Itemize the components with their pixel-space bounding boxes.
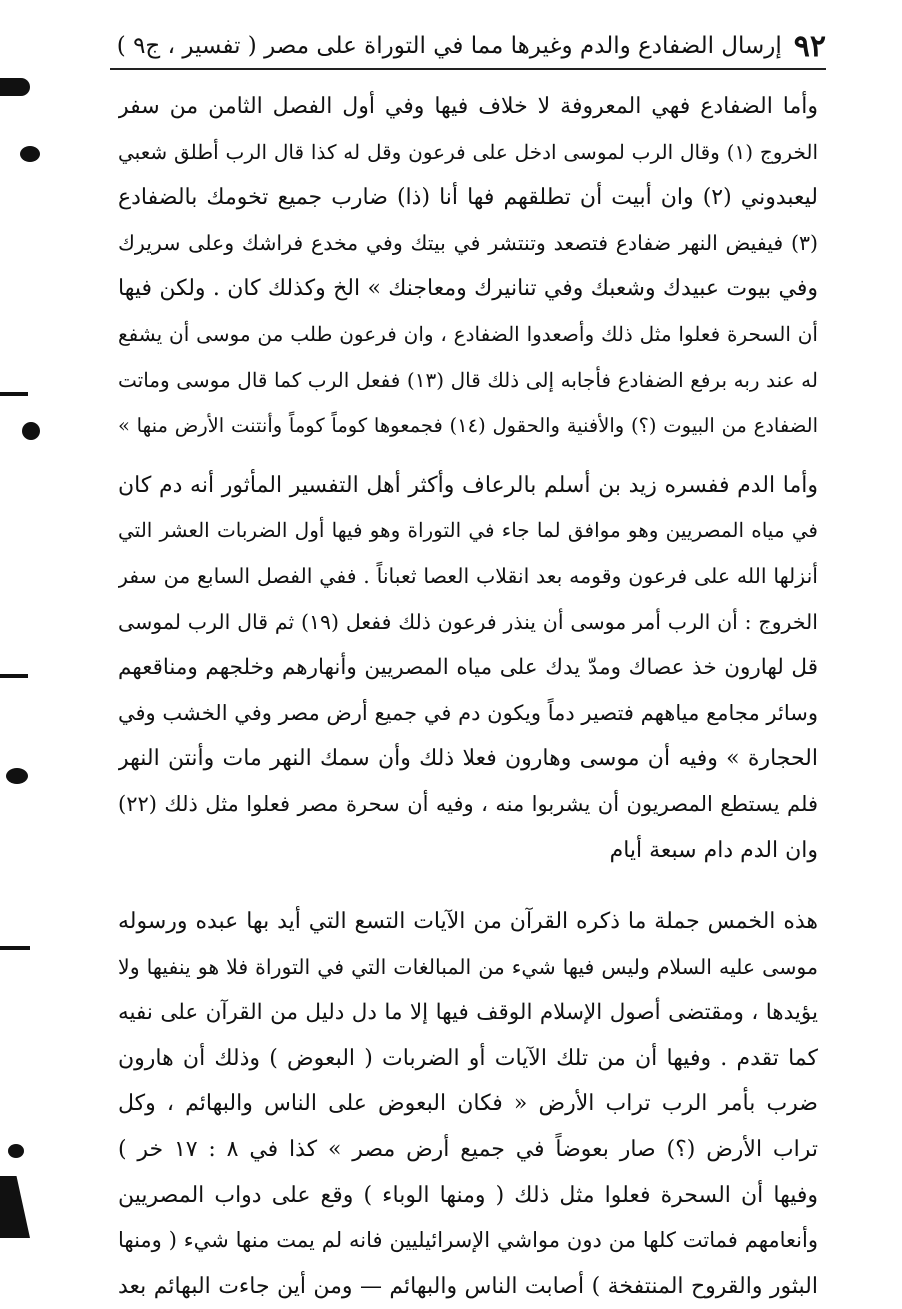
text-line: قل لهارون خذ عصاك ومدّ يدك على مياه المصريين وأنهارهم وخلجهم ومناقعهم: [118, 655, 818, 681]
text-line: وفي بيوت عبيدك وشعبك وفي تنانيرك ومعاجنك » الخ وكذلك كان . ولكن فيها: [118, 276, 818, 302]
paragraph-gap: [118, 449, 818, 463]
body-text: [118, 84, 818, 1309]
scan-mark: [0, 1176, 30, 1238]
text-line: تراب الأرض (؟) صار بعوضاً في جميع أرض مصر » كذا في ٨ : ١٧ خر ): [118, 1137, 818, 1163]
running-header: [110, 26, 826, 66]
scan-mark: [0, 946, 30, 950]
text-line: أنزلها الله على فرعون وقومه بعد انقلاب العصا ثعباناً . ففي الفصل السابع من سفر: [118, 563, 818, 588]
scan-mark: [20, 146, 40, 162]
header-rule: [110, 68, 826, 70]
text-line: الحجارة » وفيه أن موسى وهارون فعلا ذلك وأن سمك النهر مات وأنتن النهر: [118, 746, 818, 772]
text-line: البثور والقروح المنتفخة ) أصابت الناس والبهائم — ومن أين جاءت البهائم بعد: [118, 1273, 818, 1299]
text-line: وان الدم دام سبعة أيام: [609, 837, 818, 863]
text-line: وسائر مجامع مياههم فتصير دماً ويكون دم في جميع أرض مصر وفي الخشب وفي: [118, 700, 818, 725]
text-line: موسى عليه السلام وليس فيها شيء من المبالغات التي في التوراة فلا هو ينفيها ولا: [118, 954, 818, 979]
text-line: وأنعامهم فماتت كلها من دون مواشي الإسرائيليين فانه لم يمت منها شيء ( ومنها: [118, 1228, 818, 1253]
running-title: إرسال الضفادع والدم وغيرها مما في التوراة على مصر ( تفسير ، ج٩ ): [116, 33, 782, 59]
scan-mark: [0, 392, 28, 396]
text-line: ليعبدوني (٢) وان أبيت أن تطلقهم فها أنا (ذا) ضارب جميع تخومك بالضفادع: [118, 185, 818, 211]
scan-mark: [0, 78, 30, 96]
text-line: وأما الدم ففسره زيد بن أسلم بالرعاف وأكثر أهل التفسير المأثور أنه دم كان: [118, 472, 818, 498]
paragraph-gap: [118, 873, 818, 899]
scan-mark: [8, 1144, 24, 1158]
scan-mark: [6, 768, 28, 784]
text-line: كما تقدم . وفيها أن من تلك الآيات أو الضربات ( البعوض ) وذلك أن هارون: [118, 1045, 818, 1071]
text-line: فلم يستطع المصريون أن يشربوا منه ، وفيه أن سحرة مصر فعلوا مثل ذلك (٢٢): [118, 791, 818, 816]
text-line: في مياه المصريين وهو موافق لما جاء في التوراة وهو فيها أول الضربات العشر التي: [118, 518, 818, 543]
text-line: أن السحرة فعلوا مثل ذلك وأصعدوا الضفادع ، وان فرعون طلب من موسى أن يشفع: [118, 321, 818, 346]
page-number: ٩٢: [793, 28, 826, 64]
text-line: يؤيدها ، ومقتضى أصول الإسلام الوقف فيها إلا ما دل دليل من القرآن على نفيه: [118, 1000, 818, 1026]
text-line: هذه الخمس جملة ما ذكره القرآن من الآيات التسع التي أيد بها عبده ورسوله: [118, 909, 818, 935]
text-line: الخروج (١) وقال الرب لموسى ادخل على فرعون وقل له كذا قال الرب أطلق شعبي: [118, 139, 818, 164]
text-line: وفيها أن السحرة فعلوا مثل ذلك ( ومنها الوباء ) وقع على دواب المصريين: [118, 1182, 818, 1208]
text-line: الخروج : أن الرب أمر موسى أن ينذر فرعون ذلك ففعل (١٩) ثم قال الرب لموسى: [118, 609, 818, 634]
text-line: وأما الضفادع فهي المعروفة لا خلاف فيها وفي أول الفصل الثامن من سفر: [118, 94, 818, 119]
paragraph-frogs: [118, 84, 818, 449]
paragraph-blood: [118, 463, 818, 873]
text-line: له عند ربه برفع الضفادع فأجابه إلى ذلك قال (١٣) ففعل الرب كما قال موسى وماتت: [118, 367, 818, 392]
scan-mark: [0, 674, 28, 678]
text-line: ضرب بأمر الرب تراب الأرض « فكان البعوض على الناس والبهائم ، وكل: [118, 1091, 818, 1117]
paragraph-nine-signs: [118, 899, 818, 1309]
text-line: (٣) فيفيض النهر ضفادع فتصعد وتنتشر في بيتك وفي مخدع فراشك وعلى سريرك: [118, 230, 818, 255]
text-line: الضفادع من البيوت (؟) والأفنية والحقول (١٤) فجمعوها كوماً كوماً وأنتنت الأرض منها »: [118, 414, 818, 438]
scan-mark: [22, 422, 40, 440]
